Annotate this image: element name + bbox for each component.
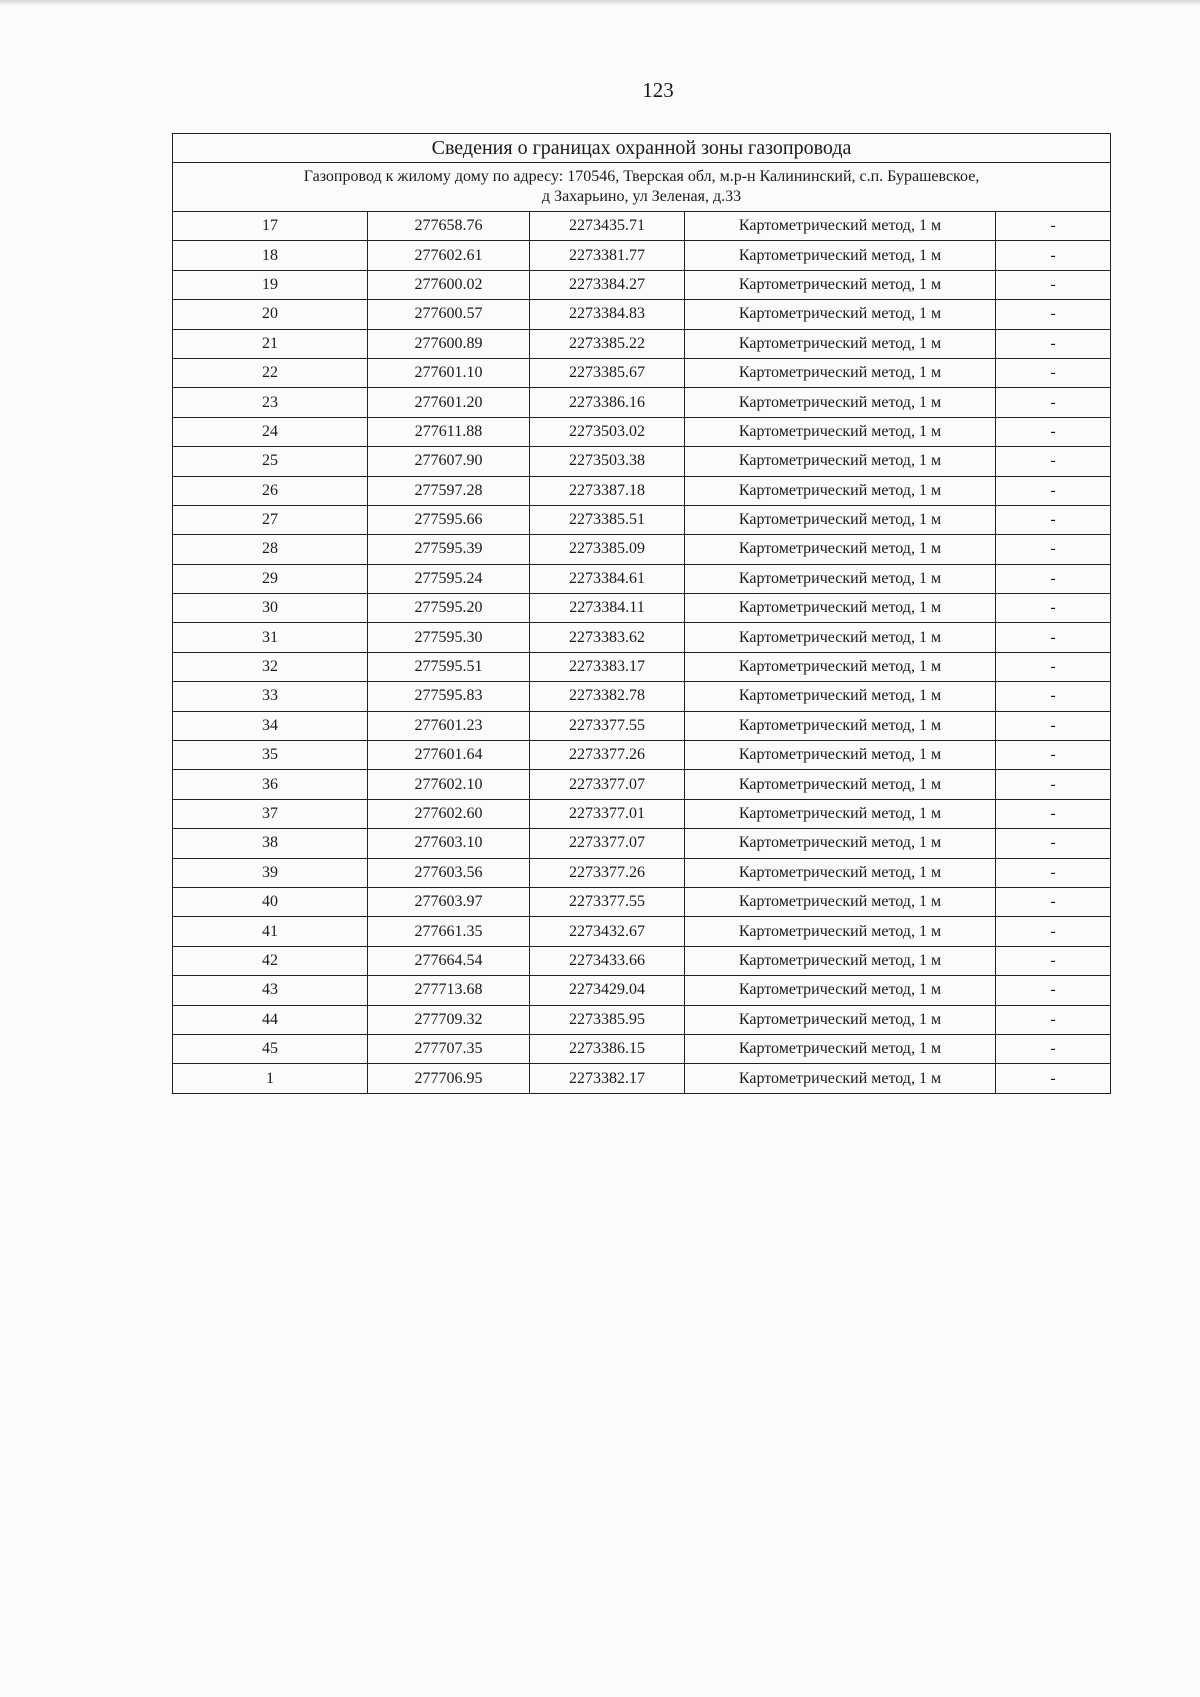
table-row	[173, 741, 1111, 770]
y-coordinate-cell: 2273384.61	[530, 564, 685, 593]
method-cell: Картометрический метод, 1 м	[685, 682, 996, 711]
point-number-cell: 23	[173, 388, 368, 417]
note-cell: -	[996, 682, 1111, 711]
table-row	[173, 1005, 1111, 1034]
note-cell: -	[996, 300, 1111, 329]
x-coordinate-cell: 277658.76	[368, 212, 530, 241]
y-coordinate-cell: 2273384.83	[530, 300, 685, 329]
note-cell: -	[996, 1034, 1111, 1063]
x-coordinate-cell: 277601.20	[368, 388, 530, 417]
point-number-cell: 32	[173, 652, 368, 681]
point-number-cell: 25	[173, 447, 368, 476]
y-coordinate-cell: 2273384.27	[530, 270, 685, 299]
table-row	[173, 946, 1111, 975]
note-cell: -	[996, 652, 1111, 681]
table-row	[173, 535, 1111, 564]
note-cell: -	[996, 358, 1111, 387]
x-coordinate-cell: 277595.20	[368, 594, 530, 623]
point-number-cell: 17	[173, 212, 368, 241]
x-coordinate-cell: 277595.83	[368, 682, 530, 711]
x-coordinate-cell: 277602.60	[368, 799, 530, 828]
point-number-cell: 31	[173, 623, 368, 652]
method-cell: Картометрический метод, 1 м	[685, 623, 996, 652]
point-number-cell: 20	[173, 300, 368, 329]
point-number-cell: 22	[173, 358, 368, 387]
method-cell: Картометрический метод, 1 м	[685, 887, 996, 916]
y-coordinate-cell: 2273377.55	[530, 887, 685, 916]
method-cell: Картометрический метод, 1 м	[685, 535, 996, 564]
y-coordinate-cell: 2273382.78	[530, 682, 685, 711]
table-row	[173, 623, 1111, 652]
table-row	[173, 770, 1111, 799]
y-coordinate-cell: 2273387.18	[530, 476, 685, 505]
note-cell: -	[996, 1064, 1111, 1093]
point-number-cell: 35	[173, 741, 368, 770]
table-row	[173, 652, 1111, 681]
x-coordinate-cell: 277602.10	[368, 770, 530, 799]
description-line-1: Газопровод к жилому дому по адресу: 170546, Тверская обл, м.р-н Калининский, с.п. Бурашевское,	[303, 168, 980, 185]
point-number-cell: 42	[173, 946, 368, 975]
method-cell: Картометрический метод, 1 м	[685, 564, 996, 593]
y-coordinate-cell: 2273386.16	[530, 388, 685, 417]
point-number-cell: 18	[173, 241, 368, 270]
note-cell: -	[996, 417, 1111, 446]
x-coordinate-cell: 277595.66	[368, 505, 530, 534]
method-cell: Картометрический метод, 1 м	[685, 241, 996, 270]
x-coordinate-cell: 277709.32	[368, 1005, 530, 1034]
y-coordinate-cell: 2273503.38	[530, 447, 685, 476]
table-row	[173, 212, 1111, 241]
method-cell: Картометрический метод, 1 м	[685, 270, 996, 299]
table-row	[173, 1034, 1111, 1063]
note-cell: -	[996, 770, 1111, 799]
method-cell: Картометрический метод, 1 м	[685, 447, 996, 476]
x-coordinate-cell: 277601.10	[368, 358, 530, 387]
table-row	[173, 711, 1111, 740]
scan-edge-shadow	[0, 0, 1200, 6]
note-cell: -	[996, 535, 1111, 564]
method-cell: Картометрический метод, 1 м	[685, 917, 996, 946]
point-number-cell: 44	[173, 1005, 368, 1034]
table-row	[173, 858, 1111, 887]
y-coordinate-cell: 2273432.67	[530, 917, 685, 946]
point-number-cell: 33	[173, 682, 368, 711]
note-cell: -	[996, 505, 1111, 534]
note-cell: -	[996, 476, 1111, 505]
method-cell: Картометрический метод, 1 м	[685, 388, 996, 417]
note-cell: -	[996, 946, 1111, 975]
x-coordinate-cell: 277595.30	[368, 623, 530, 652]
method-cell: Картометрический метод, 1 м	[685, 946, 996, 975]
point-number-cell: 37	[173, 799, 368, 828]
table-row	[173, 476, 1111, 505]
point-number-cell: 39	[173, 858, 368, 887]
table-row	[173, 329, 1111, 358]
note-cell: -	[996, 270, 1111, 299]
point-number-cell: 38	[173, 829, 368, 858]
method-cell: Картометрический метод, 1 м	[685, 770, 996, 799]
x-coordinate-cell: 277595.39	[368, 535, 530, 564]
table-row	[173, 300, 1111, 329]
note-cell: -	[996, 564, 1111, 593]
method-cell: Картометрический метод, 1 м	[685, 476, 996, 505]
x-coordinate-cell: 277607.90	[368, 447, 530, 476]
method-cell: Картометрический метод, 1 м	[685, 1005, 996, 1034]
note-cell: -	[996, 858, 1111, 887]
x-coordinate-cell: 277601.64	[368, 741, 530, 770]
x-coordinate-cell: 277661.35	[368, 917, 530, 946]
y-coordinate-cell: 2273503.02	[530, 417, 685, 446]
x-coordinate-cell: 277600.57	[368, 300, 530, 329]
y-coordinate-cell: 2273377.26	[530, 858, 685, 887]
method-cell: Картометрический метод, 1 м	[685, 212, 996, 241]
note-cell: -	[996, 711, 1111, 740]
point-number-cell: 26	[173, 476, 368, 505]
method-cell: Картометрический метод, 1 м	[685, 799, 996, 828]
y-coordinate-cell: 2273433.66	[530, 946, 685, 975]
point-number-cell: 45	[173, 1034, 368, 1063]
table-row	[173, 682, 1111, 711]
table-row	[173, 976, 1111, 1005]
method-cell: Картометрический метод, 1 м	[685, 741, 996, 770]
x-coordinate-cell: 277706.95	[368, 1064, 530, 1093]
y-coordinate-cell: 2273385.67	[530, 358, 685, 387]
point-number-cell: 43	[173, 976, 368, 1005]
x-coordinate-cell: 277603.56	[368, 858, 530, 887]
note-cell: -	[996, 799, 1111, 828]
y-coordinate-cell: 2273385.51	[530, 505, 685, 534]
x-coordinate-cell: 277597.28	[368, 476, 530, 505]
point-number-cell: 1	[173, 1064, 368, 1093]
note-cell: -	[996, 594, 1111, 623]
method-cell: Картометрический метод, 1 м	[685, 594, 996, 623]
y-coordinate-cell: 2273381.77	[530, 241, 685, 270]
note-cell: -	[996, 447, 1111, 476]
description-line-2: д Захарьино, ул Зеленая, д.33	[541, 188, 742, 205]
y-coordinate-cell: 2273429.04	[530, 976, 685, 1005]
x-coordinate-cell: 277602.61	[368, 241, 530, 270]
point-number-cell: 30	[173, 594, 368, 623]
table-row	[173, 829, 1111, 858]
note-cell: -	[996, 329, 1111, 358]
point-number-cell: 21	[173, 329, 368, 358]
y-coordinate-cell: 2273377.26	[530, 741, 685, 770]
note-cell: -	[996, 917, 1111, 946]
protection-zone-coordinates-table	[172, 133, 1111, 1094]
y-coordinate-cell: 2273435.71	[530, 212, 685, 241]
x-coordinate-cell: 277713.68	[368, 976, 530, 1005]
x-coordinate-cell: 277707.35	[368, 1034, 530, 1063]
x-coordinate-cell: 277595.24	[368, 564, 530, 593]
x-coordinate-cell: 277600.89	[368, 329, 530, 358]
method-cell: Картометрический метод, 1 м	[685, 858, 996, 887]
method-cell: Картометрический метод, 1 м	[685, 300, 996, 329]
method-cell: Картометрический метод, 1 м	[685, 358, 996, 387]
table-title-row	[173, 134, 1111, 163]
y-coordinate-cell: 2273386.15	[530, 1034, 685, 1063]
table-row	[173, 799, 1111, 828]
note-cell: -	[996, 623, 1111, 652]
table-description	[173, 163, 1111, 212]
method-cell: Картометрический метод, 1 м	[685, 1064, 996, 1093]
table-row	[173, 241, 1111, 270]
x-coordinate-cell: 277603.97	[368, 887, 530, 916]
table-row	[173, 505, 1111, 534]
y-coordinate-cell: 2273382.17	[530, 1064, 685, 1093]
method-cell: Картометрический метод, 1 м	[685, 417, 996, 446]
method-cell: Картометрический метод, 1 м	[685, 1034, 996, 1063]
method-cell: Картометрический метод, 1 м	[685, 329, 996, 358]
y-coordinate-cell: 2273385.95	[530, 1005, 685, 1034]
table-row	[173, 1064, 1111, 1093]
x-coordinate-cell: 277600.02	[368, 270, 530, 299]
point-number-cell: 36	[173, 770, 368, 799]
point-number-cell: 24	[173, 417, 368, 446]
y-coordinate-cell: 2273377.07	[530, 829, 685, 858]
note-cell: -	[996, 241, 1111, 270]
point-number-cell: 27	[173, 505, 368, 534]
table-row	[173, 417, 1111, 446]
note-cell: -	[996, 212, 1111, 241]
method-cell: Картометрический метод, 1 м	[685, 711, 996, 740]
point-number-cell: 40	[173, 887, 368, 916]
y-coordinate-cell: 2273377.55	[530, 711, 685, 740]
y-coordinate-cell: 2273383.17	[530, 652, 685, 681]
point-number-cell: 29	[173, 564, 368, 593]
x-coordinate-cell: 277601.23	[368, 711, 530, 740]
method-cell: Картометрический метод, 1 м	[685, 829, 996, 858]
note-cell: -	[996, 388, 1111, 417]
y-coordinate-cell: 2273377.07	[530, 770, 685, 799]
method-cell: Картометрический метод, 1 м	[685, 652, 996, 681]
table-row	[173, 887, 1111, 916]
table-row	[173, 270, 1111, 299]
x-coordinate-cell: 277611.88	[368, 417, 530, 446]
table-row	[173, 358, 1111, 387]
note-cell: -	[996, 1005, 1111, 1034]
table-row	[173, 917, 1111, 946]
y-coordinate-cell: 2273385.09	[530, 535, 685, 564]
y-coordinate-cell: 2273377.01	[530, 799, 685, 828]
note-cell: -	[996, 976, 1111, 1005]
x-coordinate-cell: 277603.10	[368, 829, 530, 858]
point-number-cell: 28	[173, 535, 368, 564]
table-row	[173, 447, 1111, 476]
page-number: 123	[642, 78, 674, 102]
table-row	[173, 564, 1111, 593]
y-coordinate-cell: 2273385.22	[530, 329, 685, 358]
y-coordinate-cell: 2273384.11	[530, 594, 685, 623]
table-row	[173, 594, 1111, 623]
method-cell: Картометрический метод, 1 м	[685, 505, 996, 534]
table-title: Сведения о границах охранной зоны газопровода	[173, 134, 1111, 163]
point-number-cell: 19	[173, 270, 368, 299]
note-cell: -	[996, 887, 1111, 916]
table-description-row	[173, 163, 1111, 212]
note-cell: -	[996, 829, 1111, 858]
table-body	[173, 134, 1111, 1094]
table-row	[173, 388, 1111, 417]
method-cell: Картометрический метод, 1 м	[685, 976, 996, 1005]
point-number-cell: 41	[173, 917, 368, 946]
point-number-cell: 34	[173, 711, 368, 740]
note-cell: -	[996, 741, 1111, 770]
y-coordinate-cell: 2273383.62	[530, 623, 685, 652]
x-coordinate-cell: 277595.51	[368, 652, 530, 681]
x-coordinate-cell: 277664.54	[368, 946, 530, 975]
